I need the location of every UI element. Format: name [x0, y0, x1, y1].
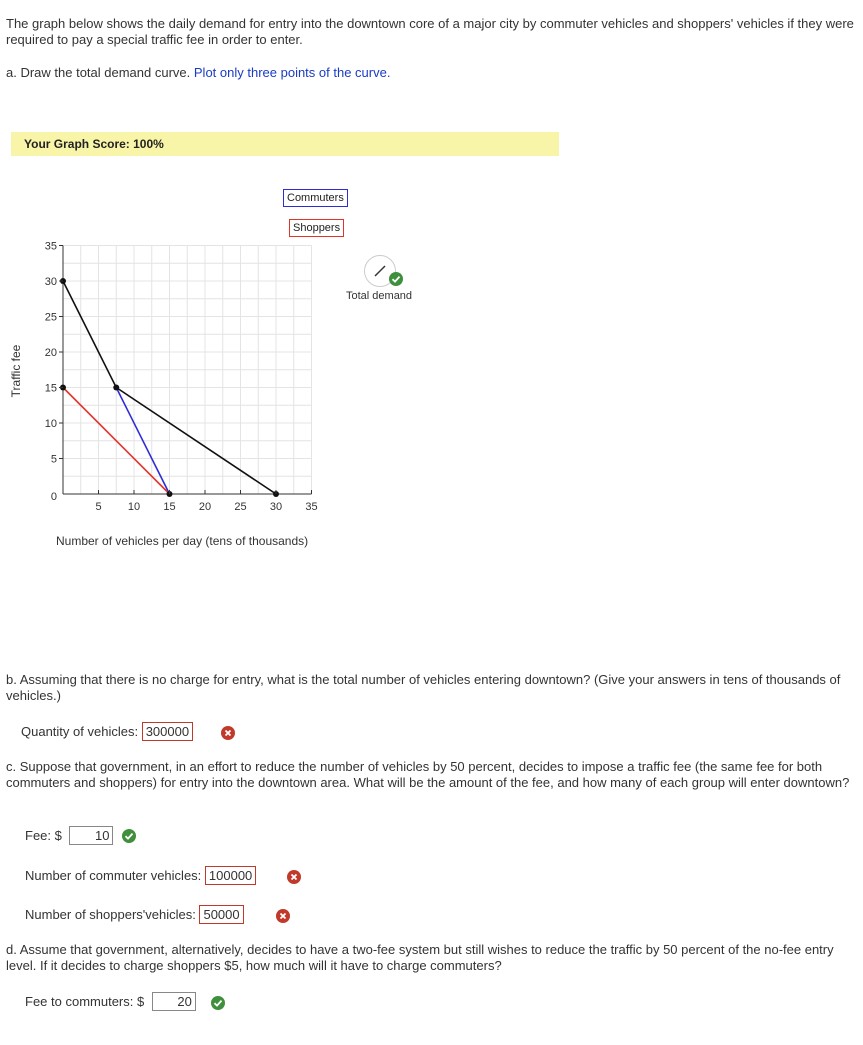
part-a-prompt	[6, 65, 856, 81]
commuter-label: Number of commuter vehicles:	[25, 868, 202, 883]
fee-label: Fee: $	[25, 828, 62, 843]
commuter-fee-label: Fee to commuters: $	[25, 994, 145, 1009]
shopper-label: Number of shoppers'vehicles:	[25, 907, 196, 922]
x-tick-label: 5	[95, 501, 102, 513]
x-tick-label: 20	[198, 501, 212, 513]
y-tick-label: 15	[44, 382, 57, 395]
x-tick-label: 35	[305, 501, 318, 513]
y-tick-label: 30	[44, 276, 57, 288]
y-tick-label: 10	[44, 418, 57, 430]
fee-input[interactable]: 10	[69, 826, 113, 845]
part-a-hint-link[interactable]: Plot only three points of the curve.	[193, 65, 391, 80]
y-tick-label: 35	[44, 240, 57, 253]
shopper-row	[25, 905, 244, 924]
part-b-text: b. Assuming that there is no charge for entry, what is the total number of vehicles entering downtown? (Give your answers in tens of thousands of vehicles.)	[6, 672, 841, 703]
check-icon	[122, 829, 136, 843]
total-demand-point[interactable]	[113, 385, 119, 391]
check-icon	[211, 996, 225, 1010]
y-axis-label: Traffic fee	[9, 344, 23, 398]
commuter-input[interactable]: 100000	[205, 866, 256, 885]
y-tick-label: 25	[44, 311, 57, 324]
demand-chart[interactable]	[0, 235, 360, 515]
y-tick-label: 5	[50, 453, 57, 466]
part-b-answer-row	[21, 722, 193, 741]
x-tick-label: 25	[234, 501, 247, 513]
total-demand-tool-label: Total demand	[346, 290, 413, 302]
graph-score-bar	[11, 132, 559, 156]
legend-commuters[interactable]: Commuters	[283, 189, 348, 207]
incorrect-icon	[221, 726, 235, 740]
x-tick-label: 10	[127, 501, 141, 513]
quantity-label: Quantity of vehicles:	[21, 724, 139, 739]
commuter-fee-row	[25, 992, 196, 1011]
check-icon	[389, 272, 403, 286]
incorrect-icon	[287, 870, 301, 884]
part-d-text: d. Assume that government, alternatively, decides to have a two-fee system but still wishes to reduce the traffic by 50 percent of the no-fee entry level. If it decides to charge shoppers $5, how much will it have to charge commuters?	[6, 942, 834, 973]
graph-score-label: Your Graph Score: 100%	[24, 137, 164, 151]
x-tick-label: 15	[163, 501, 176, 513]
commuter-fee-input[interactable]: 20	[152, 992, 196, 1011]
part-a-text: a. Draw the total demand curve.	[6, 65, 191, 80]
commuter-row	[25, 866, 256, 885]
incorrect-icon	[276, 909, 290, 923]
x-axis-label: Number of vehicles per day (tens of thousands)	[56, 534, 309, 548]
legend-shoppers[interactable]: Shoppers	[289, 219, 344, 237]
y-tick-label: 0	[50, 491, 57, 503]
shopper-input[interactable]: 50000	[199, 905, 243, 924]
part-c-text: c. Suppose that government, in an effort to reduce the number of vehicles by 50 percent, decides to impose a traffic fee (the same fee for both commuters and shoppers) for entry into the downtown area. What will be the amount of the fee, and how many of each group will enter downtown?	[6, 759, 850, 790]
fee-row	[25, 826, 113, 845]
x-tick-label: 30	[269, 501, 283, 513]
quantity-input[interactable]: 300000	[142, 722, 193, 741]
y-tick-label: 20	[44, 347, 57, 359]
question-intro: The graph below shows the daily demand for entry into the downtown core of a major city by commuter vehicles and shoppers' vehicles if they were required to pay a special traffic fee in order to enter.	[6, 16, 854, 47]
